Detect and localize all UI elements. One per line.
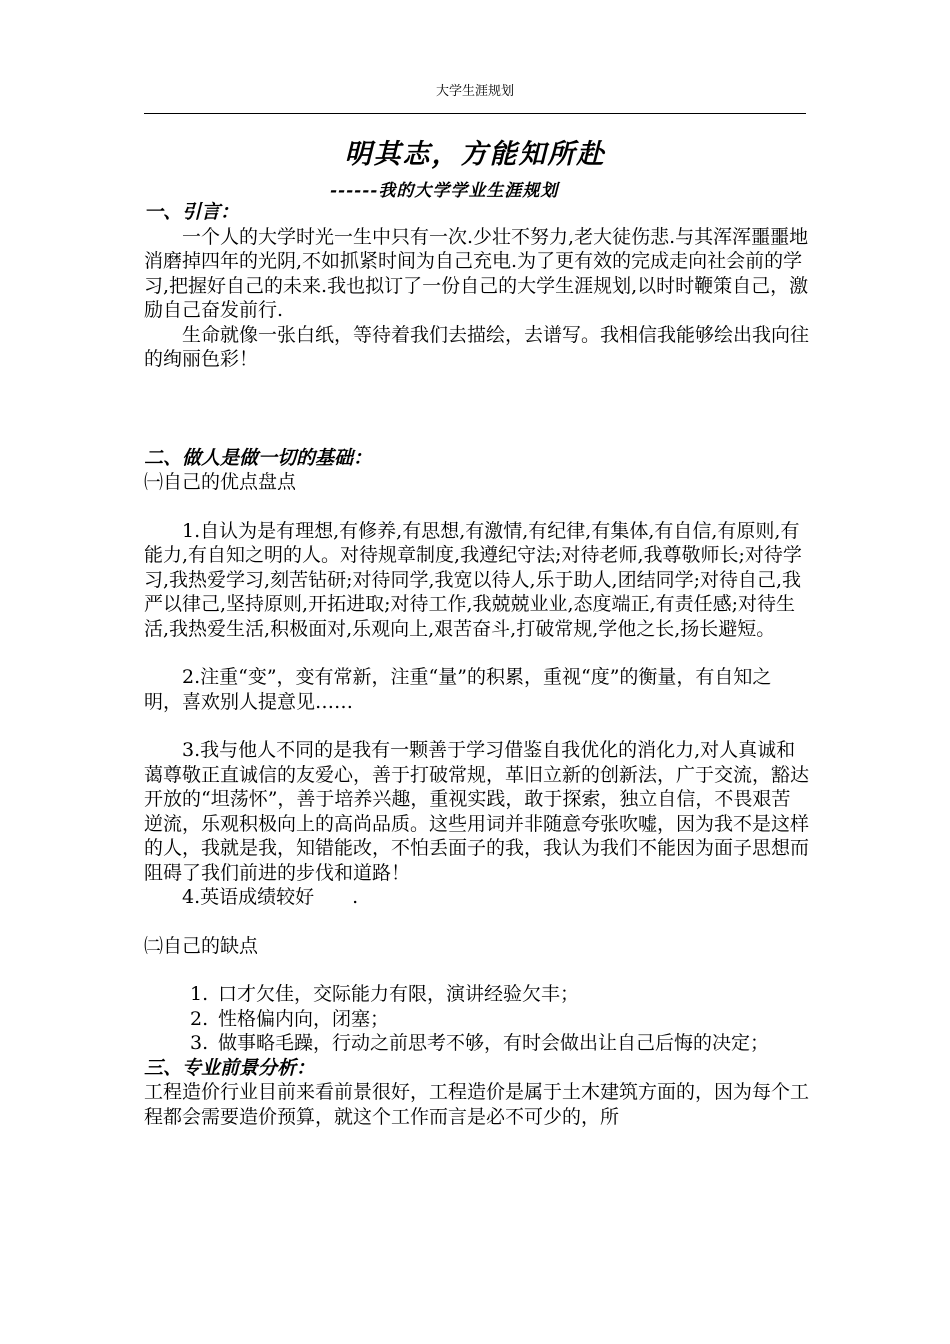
strength-item-2: 2.注重“变”，变有常新，注重“量”的积累，重视“度”的衡量，有自知之明，喜欢别人提意见……	[144, 666, 772, 713]
header-rule	[144, 113, 806, 114]
section-heading-intro: 一、引言：	[144, 201, 240, 223]
list-item: 1. 口才欠佳，交际能力有限，演讲经验欠丰；	[190, 983, 580, 1005]
list-item: 2. 性格偏内向，闭塞；	[190, 1007, 390, 1030]
strength-item-4: 4.英语成绩较好 .	[182, 886, 359, 908]
subsection-weaknesses: ㈡自己的缺点	[144, 934, 259, 957]
document-title: 明其志，方能知所赴	[344, 139, 606, 170]
strength-item-1: 1.自认为是有理想,有修养,有思想,有激情,有纪律,有集体,有自信,有原则,有能力,有自知之明的人。对待规章制度,我遵纪守法;对待老师,我尊敬师长;对待学习,我热爱学习,刻苦钻研;对待同学,我宽以待人,乐于助人,团结同学;对待自己,我严以律己,坚持原则,开拓进取;对待工作,我兢兢业业,态度端正,有责任感;对待生活,我热爱生活,积极面对,乐观向上,艰苦奋斗,打破常规,学他之长,扬长避短。	[144, 519, 802, 640]
list-item: 3. 做事略毛躁，行动之前思考不够，有时会做出让自己后悔的决定；	[190, 1032, 770, 1054]
intro-paragraph-1: 一个人的大学时光一生中只有一次.少壮不努力,老大徒伤悲.与其浑浑噩噩地消磨掉四年的光阴,不如抓紧时间为自己充电.为了更有效的完成走向社会前的学习,把握好自己的未来.我也拟订了一份自己的大学生涯规划,以时时鞭策自己，激励自己奋发前行.	[144, 225, 809, 321]
document-body	[144, 200, 809, 1129]
intro-paragraph-2: 生命就像一张白纸，等待着我们去描绘，去谱写。我相信我能够绘出我向往的绚丽色彩！	[144, 323, 810, 370]
subsection-strengths: ㈠自己的优点盘点	[144, 471, 297, 493]
outlook-paragraph: 工程造价行业目前来看前景很好，工程造价是属于土木建筑方面的，因为每个工程都会需要造价预算，就这个工作而言是必不可少的，所	[144, 1081, 810, 1128]
section-heading-character: 二、做人是做一切的基础：	[144, 446, 373, 469]
weakness-list	[144, 982, 809, 1056]
page-header: 大学生涯规划	[435, 84, 514, 99]
section-heading-outlook: 三、专业前景分析：	[144, 1056, 316, 1079]
strength-item-3: 3.我与他人不同的是我有一颗善于学习借鉴自我优化的消化力,对人真诚和蔼尊敬正直诚信的友爱心，善于打破常规，革旧立新的创新法，广于交流，豁达开放的“坦荡怀”，善于培养兴趣，重视实践，敢于探索，独立自信，不畏艰苦逆流，乐观积极向上的高尚品质。这些用词并非随意夸张吹嘘，因为我不是这样的人，我就是我，知错能改，不怕丢面子的我，我认为我们不能因为面子思想而阻碍了我们前进的步伐和道路！	[144, 739, 810, 884]
document-subtitle: ------我的大学学业生涯规划	[330, 181, 559, 201]
